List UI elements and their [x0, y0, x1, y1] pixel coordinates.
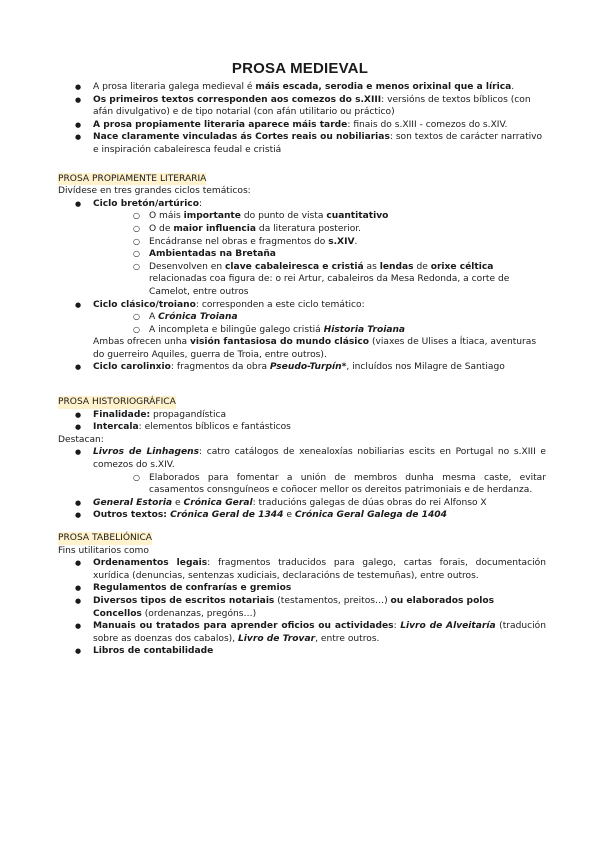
sublist-item: ○ Elaborados para fomentar a unión de membros dunha mesma caste, evitar casamentos consnguíneos e coñocer mellor os dereitos patrimoniais e de herdanza. [131, 472, 546, 497]
sublist-item: ○ Desenvolven en clave cabaleiresca e cristiá as lendas de orixe céltica relacionadas coa figura de: o rei Artur, cabaleiros da Mesa Redonda, a corte de Camelot, entre outros [131, 261, 546, 299]
sublist-item: ○ O máis importante do punto de vista cuantitativo [131, 210, 546, 223]
sublist-item: ○ Ambientadas na Bretaña [131, 248, 546, 261]
list-item: ● Intercala: elementos bíblicos e fantásticos [58, 421, 546, 434]
list-item: ● Diversos tipos de escritos notariais (testamentos, preitos…) ou elaborados polos Concellos (ordenanzas, pregóns…) [58, 595, 546, 620]
intro-item: ● A prosa literaria galega medieval é máis escada, serodia e menos orixinal que a lírica. [58, 81, 546, 94]
list-item: ● Libros de contabilidade [58, 645, 546, 658]
sublist-item: ○ A Crónica Troiana [131, 311, 546, 324]
list-item: ● General Estoria e Crónica Geral: traducións galegas de dúas obras do rei Alfonso X [58, 497, 546, 510]
sublist [93, 472, 546, 497]
section-title-literaria: PROSA PROPIAMENTE LITERARIA [58, 173, 207, 184]
list-item: ● Ciclo carolinxio: fragmentos da obra Pseudo-Turpín*, incluídos nos Milagre de Santiago [58, 361, 546, 374]
sublist-item: ○ A incompleta e bilingüe galego cristiá Historia Troiana [131, 324, 546, 337]
section-lead: Divídese en tres grandes ciclos temáticos: [58, 186, 251, 197]
note-paragraph: Ambas ofrecen unha visión fantasiosa do mundo clásico (viaxes de Ulises a Ítiaca, aventuras do guerreiro Aquiles, guerra de Troia, entre outros). [93, 337, 537, 360]
list-item: ● Manuais ou tratados para aprender oficios ou actividades: Livro de Alveitaría (tradución sobre as doenzas dos cabalos), Livro de Trovar, entre outros. [58, 620, 546, 645]
sublist [93, 311, 546, 336]
historiografica-list [58, 409, 546, 434]
list-item: ● Livros de Linhagens: catro catálogos de xenealoxías nobiliarias escits en Portugal no s.XIII e comezos do s.XIV. ○ Elaborados para fomentar a unión de membros dunha mesma caste, evitar casamentos consnguíneos e coñocer mellor os dereitos patrimoniais e de herdanza. [58, 446, 546, 496]
intro-item: ● Os primeiros textos corresponden aos comezos do s.XIII: versións de textos bíblicos (con afán divulgativo) e de tipo notarial (con afán utilitario ou práctico) [58, 94, 546, 119]
destacan-list [58, 446, 546, 522]
list-item: ● Regulamentos de confrarías e gremios [58, 582, 546, 595]
intro-list [58, 81, 546, 157]
intro-item: ● A prosa propiamente literaria aparece máis tarde: finais do s.XIII - comezos do s.XIV. [58, 119, 546, 132]
list-item: ● Finalidade: propagandística [58, 409, 546, 422]
sublist [93, 210, 546, 298]
section-title-historiografica: PROSA HISTORIOGRÁFICA [58, 397, 176, 408]
page-title: PROSA MEDIEVAL [231, 60, 369, 77]
document-body [58, 81, 546, 658]
list-item: ● Outros textos: Crónica Geral de 1344 e Crónica Geral Galega de 1404 [58, 509, 546, 522]
ciclos-list-cont [58, 361, 546, 374]
section-title-tabelionica: PROSA TABELIÓNICA [58, 533, 153, 543]
intro-item: ● Nace claramente vinculadas ás Cortes reais ou nobiliarias: son textos de carácter narrativo e inspiración cabaleiresca feudal e cristiá [58, 131, 546, 156]
ciclos-list [58, 198, 546, 337]
section-lead: Destacan: [58, 434, 104, 445]
section-lead: Fins utilitarios como [58, 545, 149, 556]
list-item: ● Ordenamentos legais: fragmentos traducidos para galego, cartas forais, documentación xurídica (denuncias, sentenzas xudiciais, declaracións de testemuñas), entre outros. [58, 557, 546, 582]
sublist-item: ○ O de maior influencia da literatura posterior. [131, 223, 546, 236]
sublist-item: ○ Encádranse nel obras e fragmentos do s.XIV. [131, 236, 546, 249]
list-item: ● Ciclo bretón/artúrico: ○ O máis importante do punto de vista cuantitativo ○ O de maior influencia da literatura posterior. ○ Encádranse nel obras e fragmentos do s.XIV. ○ Ambientadas na Bretaña ○ Desenvolven en clave cabaleiresca e cristiá as lendas de orixe céltica relacionadas coa figura de: o rei Artur, cabaleiros da Mesa Redonda, a corte de Camelot, entre outros [58, 198, 546, 299]
tabelionica-list [58, 557, 546, 658]
list-item: ● Ciclo clásico/troiano: corresponden a este ciclo temático: ○ A Crónica Troiana ○ A incompleta e bilingüe galego cristiá Historia Troiana [58, 299, 546, 337]
